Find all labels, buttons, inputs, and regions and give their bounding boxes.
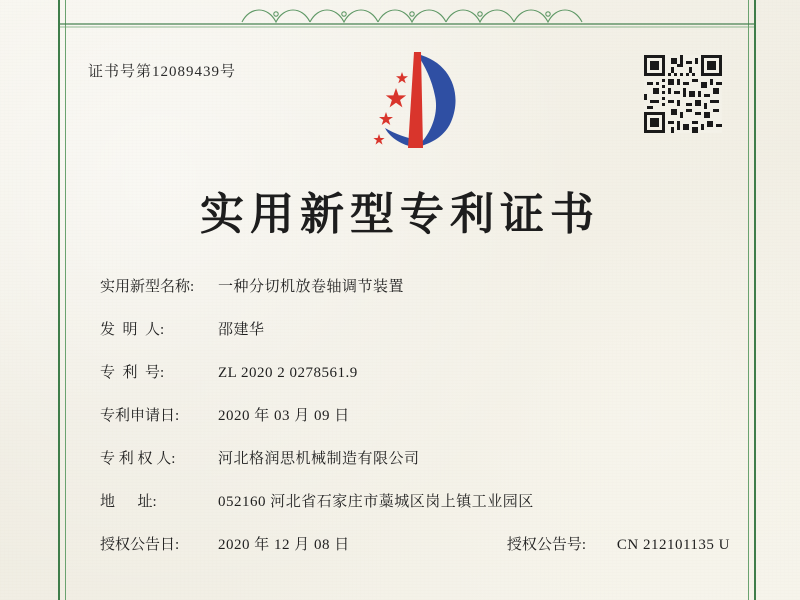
announcement-number-group [507,533,730,554]
field-address [100,490,730,511]
value-inventor: 邵建华 [218,322,265,338]
label-utility-model-name: 实用新型名称: [100,279,195,295]
value-grant-date: 2020 年 12 月 08 日 [218,537,350,553]
value-patent-number: ZL 2020 2 0278561.9 [218,365,358,381]
label-grant-date: 授权公告日: [100,537,180,553]
field-inventor [100,318,730,339]
qr-code [644,55,722,133]
label-patent-number: 专 利 号: [100,365,165,381]
field-utility-model-name [100,275,730,296]
label-application-date: 专利申请日: [100,408,180,424]
page-title: 实用新型专利证书 [200,190,600,239]
label-address: 地 址: [100,494,157,510]
certificate-number: 证书号第12089439号 [88,64,237,80]
label-patentee: 专 利 权 人: [100,451,176,467]
value-utility-model-name: 一种分切机放卷轴调节装置 [218,279,405,295]
label-inventor: 发 明 人: [100,322,165,338]
field-patentee [100,447,730,468]
label-announcement-number: 授权公告号: [506,537,587,553]
field-application-date [100,404,730,425]
field-grant-row [100,533,730,554]
field-list [100,275,730,554]
value-announcement-number: CN 212101135 U [616,537,730,553]
cnipa-logo [355,48,475,158]
value-address: 052160 河北省石家庄市藁城区岗上镇工业园区 [218,494,534,510]
value-patentee: 河北格润思机械制造有限公司 [218,451,420,467]
field-patent-number [100,361,730,382]
value-application-date: 2020 年 03 月 09 日 [218,408,350,424]
top-ornament [60,0,754,30]
